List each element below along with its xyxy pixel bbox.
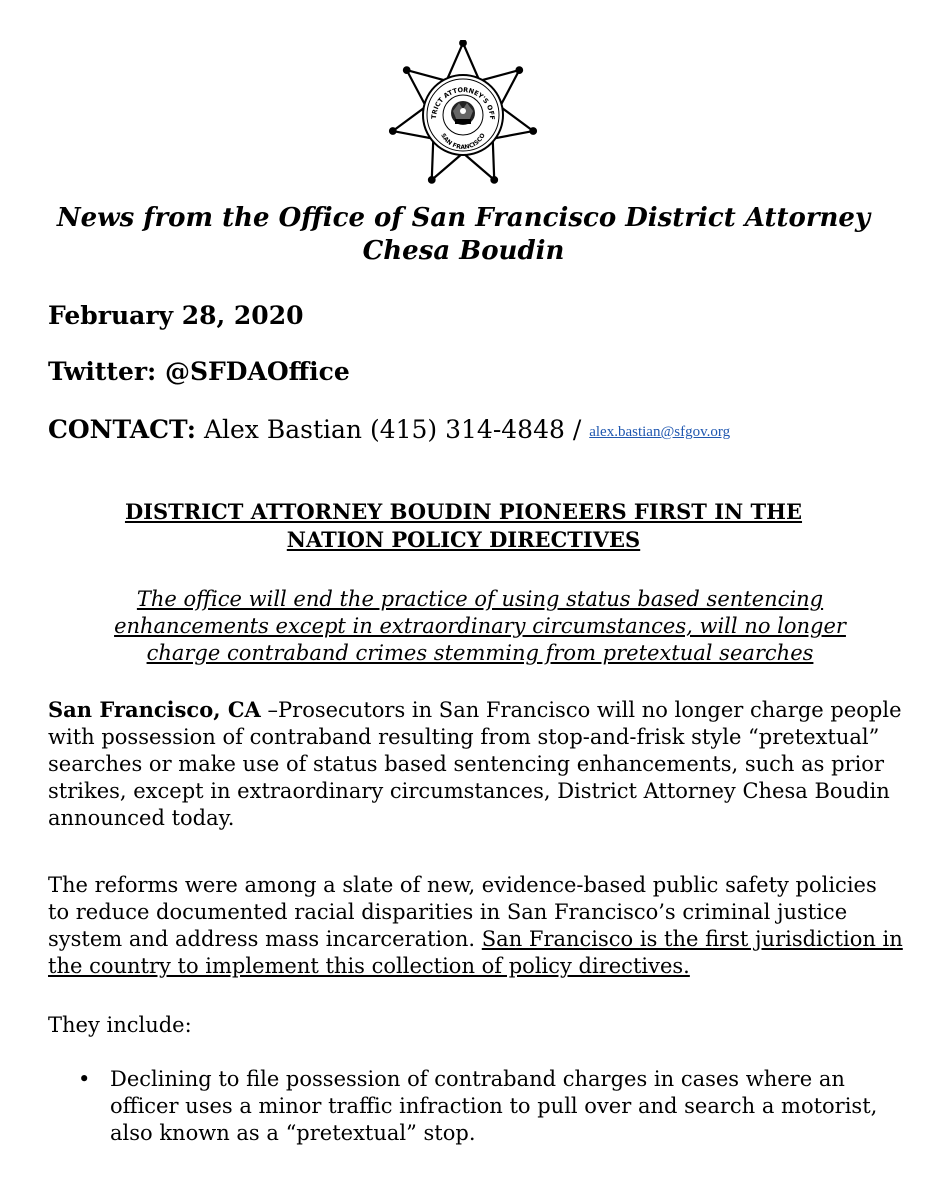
release-subtitle-line3: charge contraband crimes stemming from pretextual searches: [146, 641, 814, 665]
seal-text-bottom: SAN FRANCISCO: [439, 132, 487, 152]
release-subtitle: [60, 586, 900, 667]
seal-star-tip: [516, 67, 522, 73]
paragraph-1-text: –Prosecutors in San Francisco will no longer charge people with possession of contraband resulting from stop-and-frisk style “pretextual” searches or make use of status based sentencing enhancements, such as prior strikes, except in extraordinary circumstances, District Attorney Chesa Boudin announced today.: [48, 698, 902, 830]
contact-email-link[interactable]: alex.bastian@sfgov.org: [589, 424, 731, 440]
press-headline: [20, 202, 907, 268]
body-paragraph-2: [48, 872, 903, 980]
twitter-handle: Twitter: @SFDAOffice: [48, 357, 350, 386]
contact-label: CONTACT:: [48, 415, 196, 444]
policy-list: [48, 1066, 903, 1147]
seal-text-top: TRICT ATTORNEY'S OFF: [429, 85, 497, 121]
paragraph-2-underlined: San Francisco is the first jurisdiction in the country to implement this collection of policy directives.: [48, 927, 903, 978]
seal-star-tip: [390, 128, 396, 134]
list-item-text: Declining to file possession of contraband charges in cases where an officer uses a minor traffic infraction to pull over and search a motorist, also known as a “pretextual” stop.: [110, 1067, 878, 1145]
body-paragraph-3: They include:: [48, 1013, 192, 1037]
release-title-line2: NATION POLICY DIRECTIVES: [286, 527, 641, 552]
seal-emblem-icon: [451, 101, 475, 125]
release-title: [20, 498, 907, 554]
contact-details: Alex Bastian (415) 314-4848 /: [196, 415, 590, 444]
release-title-line1: DISTRICT ATTORNEY BOUDIN PIONEERS FIRST IN THE: [124, 499, 803, 524]
seal-star-tip: [404, 67, 410, 73]
paragraph-2-text: The reforms were among a slate of new, evidence-based public safety policies to reduce documented racial disparities in San Francisco’s criminal justice system and address mass incarceration.: [48, 873, 877, 951]
press-headline-line1: News from the Office of San Francisco District Attorney: [56, 203, 871, 233]
press-headline-line2: Chesa Boudin: [362, 236, 565, 266]
dateline: San Francisco, CA: [48, 697, 261, 722]
release-date: February 28, 2020: [48, 301, 304, 330]
bullet-icon: •: [78, 1067, 91, 1091]
seal-star-tip: [530, 128, 536, 134]
seal-star-tip: [460, 40, 466, 46]
body-paragraph-1: [48, 696, 903, 832]
district-attorney-star-seal: [388, 40, 538, 190]
seal-star-tip: [491, 177, 497, 183]
contact-line: [48, 414, 730, 448]
release-subtitle-line1: The office will end the practice of using status based sentencing: [136, 587, 824, 611]
release-subtitle-line2: enhancements except in extraordinary circumstances, will no longer: [114, 614, 846, 638]
seal-star-tip: [429, 177, 435, 183]
list-item: [48, 1066, 903, 1147]
